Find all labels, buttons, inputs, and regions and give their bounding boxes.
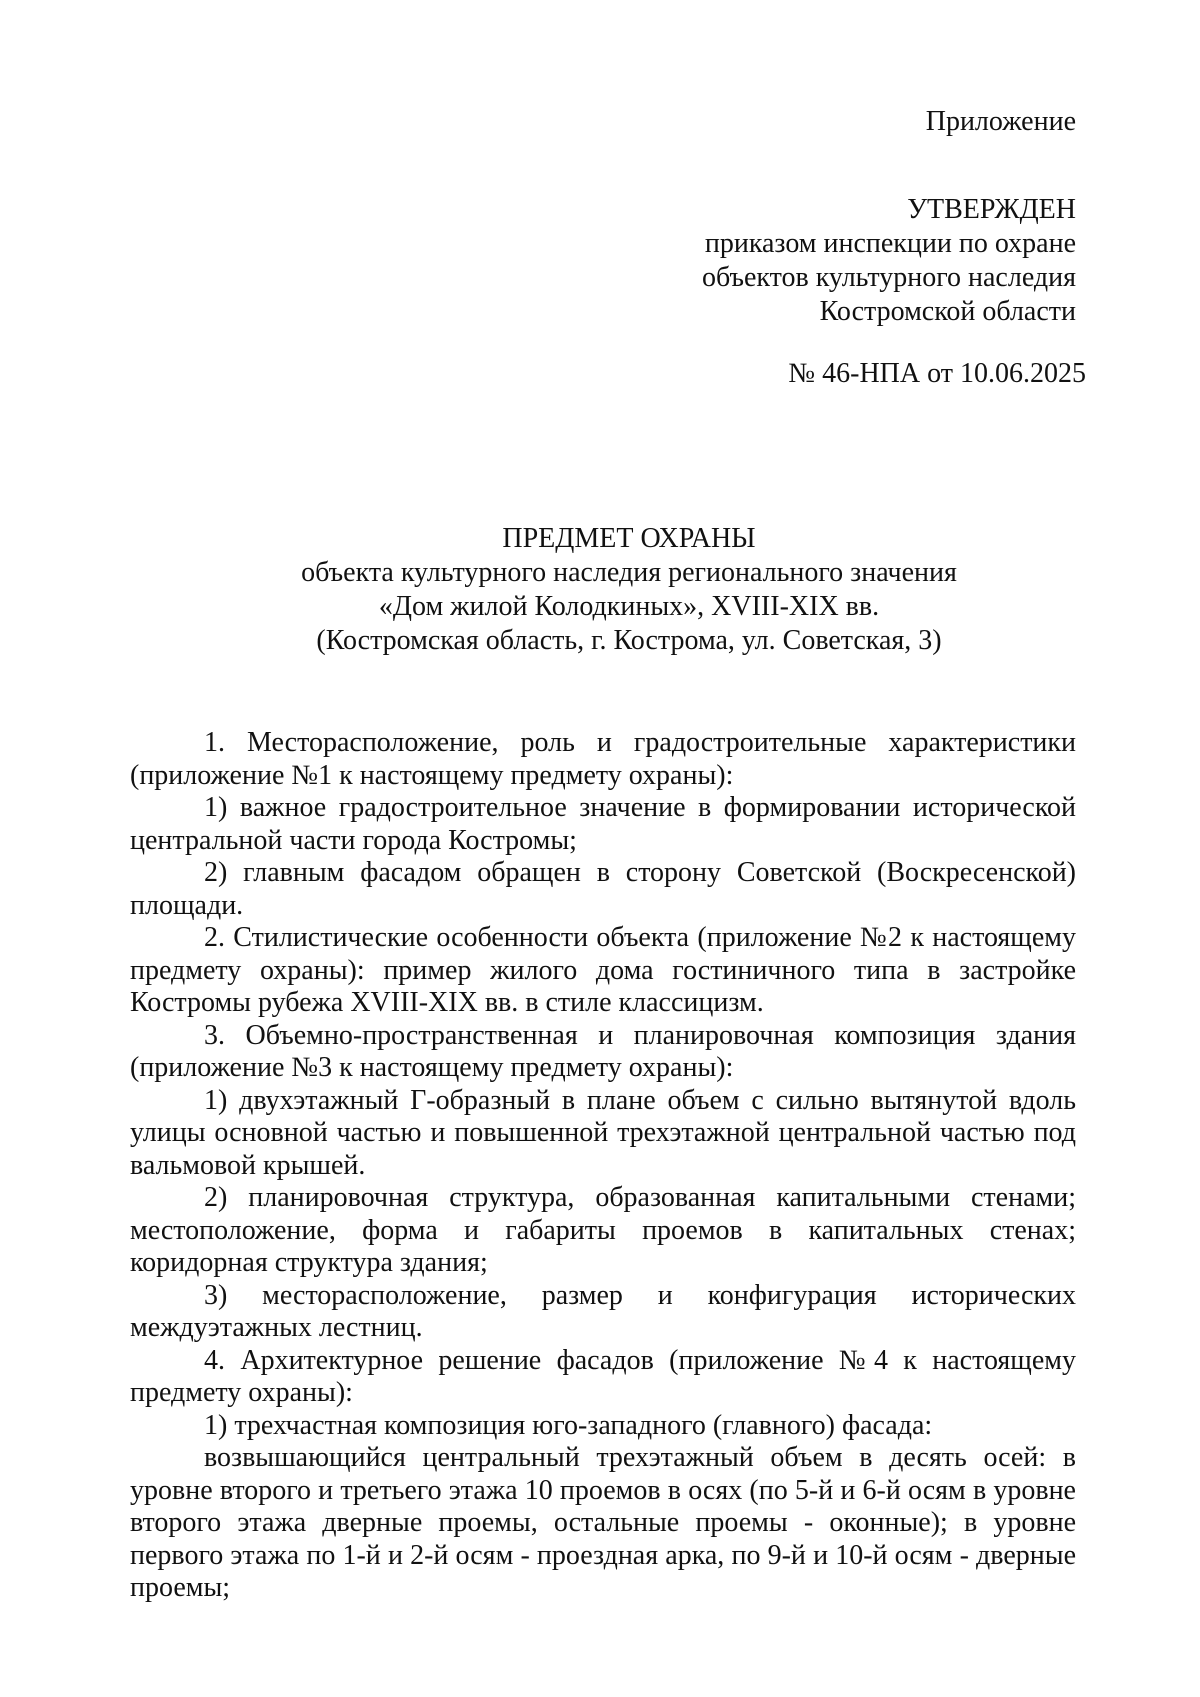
body-paragraph: 1. Месторасположение, роль и градостроительные характеристики (приложение №1 к настоящему предмету охраны): [130, 727, 1076, 791]
document-subtitle-line-1: объекта культурного наследия регионального значения [301, 557, 957, 588]
approval-title: УТВЕРЖДЕН [907, 194, 1076, 225]
approval-line-1: приказом инспекции по охране [704, 228, 1076, 259]
document-body [130, 727, 1076, 1605]
document-title-block [0, 522, 1200, 658]
appendix-label: Приложение [925, 106, 1076, 137]
order-number: № 46-НПА от 10.06.2025 [788, 358, 1086, 389]
document-subtitle-line-2: «Дом жилой Колодкиных», XVIII-XIX вв. [378, 591, 880, 622]
approval-line-3: Костромской области [819, 296, 1076, 327]
approval-stamp-block [702, 193, 1076, 329]
body-paragraph: 4. Архитектурное решение фасадов (приложение №4 к настоящему предмету охраны): [130, 1344, 1076, 1408]
body-paragraph: 1) двухэтажный Г-образный в плане объем с сильно вытянутой вдоль улицы основной частью и повышенной трехэтажной центральной частью под вальмовой крышей. [130, 1084, 1076, 1181]
body-paragraph: возвышающийся центральный трехэтажный объем в десять осей: в уровне второго и третьего этажа 10 проемов в осях (по 5-й и 6-й осям в уровне второго этажа дверные проемы, остальные проемы - оконные); в уровне первого этажа по 1-й и 2-й осям - проездная арка, по 9-й и 10-й осям - дверные проемы; [130, 1442, 1076, 1603]
body-paragraph: 2. Стилистические особенности объекта (приложение №2 к настоящему предмету охраны): пример жилого дома гостиничного типа в застройке Костромы рубежа XVIII-XIX вв. в стиле классицизм. [130, 922, 1076, 1018]
body-paragraph: 3) месторасположение, размер и конфигурация исторических междуэтажных лестниц. [130, 1279, 1076, 1343]
document-title: ПРЕДМЕТ ОХРАНЫ [502, 523, 756, 554]
body-paragraph: 1) трехчастная композиция юго-западного (главного) фасада: [204, 1409, 933, 1441]
body-paragraph: 1) важное градостроительное значение в формировании исторической центральной части города Костромы; [130, 792, 1076, 856]
body-paragraph: 3. Объемно-пространственная и планировочная композиция здания (приложение №3 к настоящему предмету охраны): [130, 1019, 1076, 1083]
approval-line-2: объектов культурного наследия [701, 262, 1076, 293]
body-paragraph: 2) планировочная структура, образованная капитальными стенами; местоположение, форма и габариты проемов в капитальных стенах; коридорная структура здания; [130, 1182, 1076, 1278]
body-paragraph: 2) главным фасадом обращен в сторону Советской (Воскресенской) площади. [130, 857, 1076, 921]
document-subtitle-line-3: (Костромская область, г. Кострома, ул. Советская, 3) [316, 625, 942, 656]
